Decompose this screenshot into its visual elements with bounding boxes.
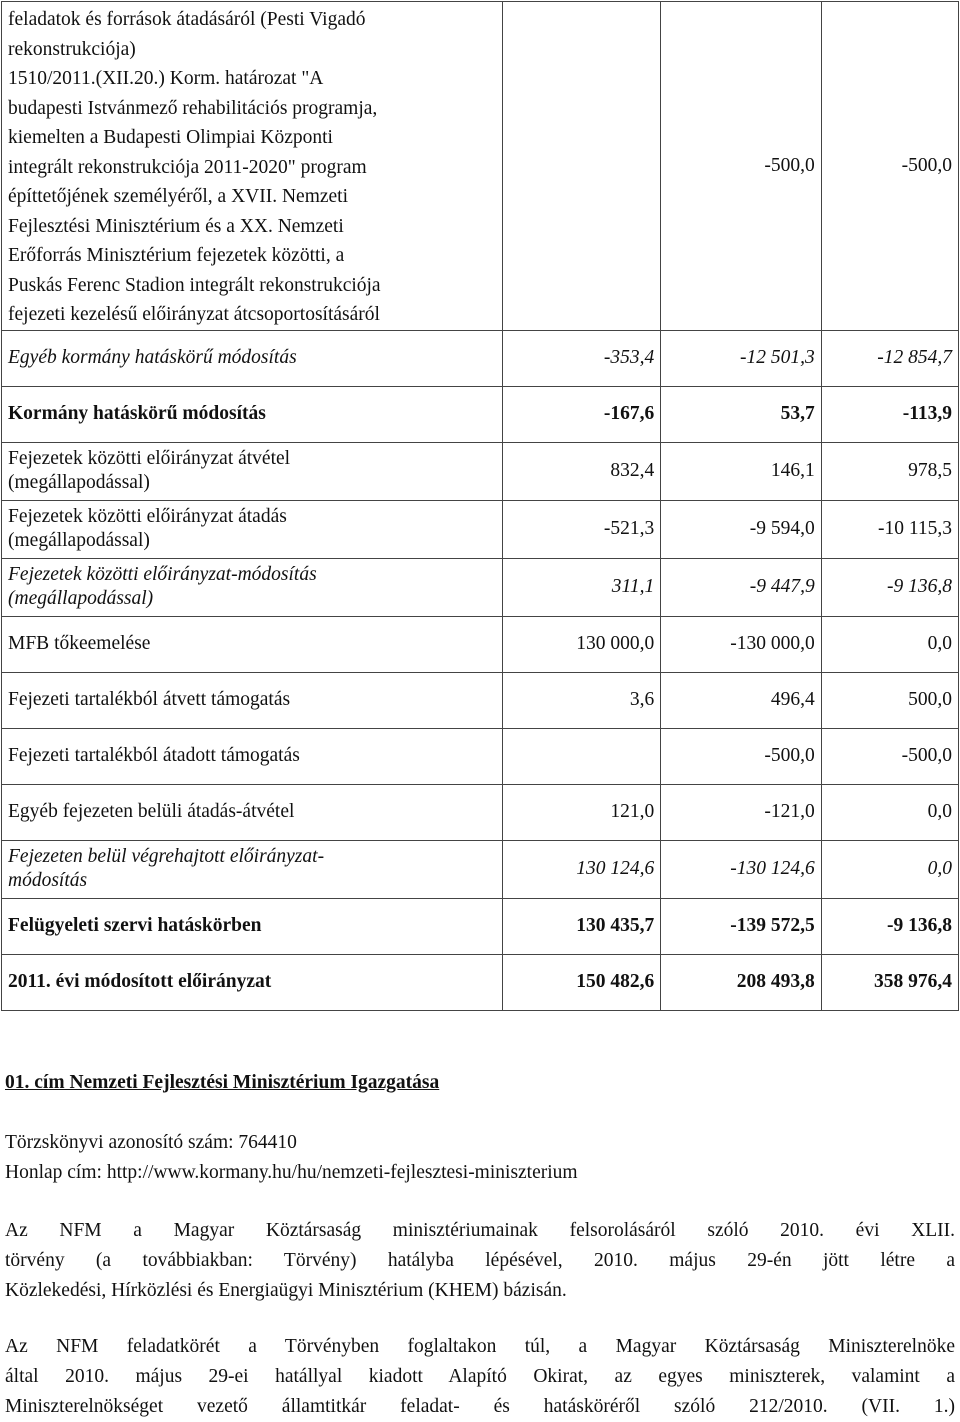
table-row (2, 330, 959, 386)
paragraph-line: törvény (a továbbiakban: Törvény) hatályba lépésével, 2010. május 29-én jött létre a (5, 1250, 955, 1271)
table-row (2, 954, 959, 1010)
row-label: Egyéb fejezeten belüli átadás-átvétel (2, 784, 503, 840)
paragraph-2 (5, 1332, 955, 1422)
value-cell (502, 2, 661, 331)
table-row (2, 672, 959, 728)
row-label (2, 2, 503, 331)
table-row (2, 784, 959, 840)
row-label: Fejezeti tartalékból átvett támogatás (2, 672, 503, 728)
label-line: Erőforrás Minisztérium fejezetek közötti, a (8, 245, 345, 266)
label-line: 1510/2011.(XII.20.) Korm. határozat "A (8, 68, 324, 89)
value-cell: 496,4 (661, 672, 822, 728)
label-line: Fejezetek közötti előirányzat átadás (8, 506, 287, 527)
row-label: Felügyeleti szervi hatáskörben (2, 898, 503, 954)
value-cell: -130 124,6 (661, 840, 822, 898)
section-title: 01. cím Nemzeti Fejlesztési Minisztérium Igazgatása (5, 1072, 440, 1093)
value-cell: -12 501,3 (661, 330, 822, 386)
table-row (2, 616, 959, 672)
label-line: integrált rekonstrukciója 2011-2020" program (8, 156, 367, 178)
table-row (2, 2, 959, 331)
value-cell: -521,3 (502, 500, 661, 558)
value-cell: 0,0 (821, 840, 958, 898)
label-line: feladatok és források átadásáról (Pesti Vigadó (8, 9, 366, 30)
value-cell: 0,0 (821, 616, 958, 672)
paragraph-line: Miniszterelnökséget vezető államtitkár feladat- és hatásköréről szóló 212/2010. (VII. 1.) (5, 1396, 955, 1417)
row-label: MFB tőkeemelése (2, 616, 503, 672)
paragraph-line: Az NFM a Magyar Köztársaság minisztériumainak felsorolásáról szóló 2010. évi XLII. (5, 1220, 955, 1241)
value-cell: -500,0 (661, 728, 822, 784)
value-cell: 3,6 (502, 672, 661, 728)
row-label: Fejezeti tartalékból átadott támogatás (2, 728, 503, 784)
value-cell: 130 000,0 (502, 616, 661, 672)
table-row (2, 386, 959, 442)
value-cell: -12 854,7 (821, 330, 958, 386)
paragraph-line: által 2010. május 29-ei hatállyal kiadott Alapító Okirat, az egyes miniszterek, valamint a (5, 1366, 955, 1387)
row-label (2, 558, 503, 616)
value-cell: 978,5 (821, 442, 958, 500)
homepage-text: Honlap cím: http://www.kormany.hu/hu/nemzeti-fejlesztesi-miniszterium (5, 1162, 578, 1183)
value-cell: 0,0 (821, 784, 958, 840)
value-cell: 53,7 (661, 386, 822, 442)
row-label: Egyéb kormány hatáskörű módosítás (2, 330, 503, 386)
value-cell: 358 976,4 (821, 954, 958, 1010)
budget-table (1, 1, 959, 1011)
value-cell: 832,4 (502, 442, 661, 500)
value-cell: -10 115,3 (821, 500, 958, 558)
label-line: Puskás Ferenc Stadion integrált rekonstrukciója (8, 274, 381, 296)
paragraph-line: Közlekedési, Hírközlési és Energiaügyi Minisztérium (KHEM) bázisán. (5, 1280, 567, 1301)
paragraph-1 (5, 1216, 955, 1306)
table-row (2, 898, 959, 954)
label-line: Fejezeten belül végrehajtott előirányzat- (8, 846, 325, 867)
label-line: fejezeti kezelésű előirányzat átcsoportosításáról (8, 304, 380, 325)
value-cell: -500,0 (821, 728, 958, 784)
label-line: Fejezetek közötti előirányzat-módosítás (8, 564, 317, 585)
value-cell (502, 728, 661, 784)
label-line: építtetőjének személyéről, a XVII. Nemzeti (8, 186, 349, 207)
row-label (2, 442, 503, 500)
value-cell: 150 482,6 (502, 954, 661, 1010)
table-row (2, 442, 959, 500)
value-cell: 500,0 (821, 672, 958, 728)
value-cell: 208 493,8 (661, 954, 822, 1010)
label-line: Fejezetek közötti előirányzat átvétel (8, 448, 291, 469)
row-label (2, 500, 503, 558)
table-row (2, 840, 959, 898)
row-label: Kormány hatáskörű módosítás (2, 386, 503, 442)
registry-number: Törzskönyvi azonosító szám: 764410 (5, 1132, 297, 1153)
value-cell: -139 572,5 (661, 898, 822, 954)
value-cell: -9 447,9 (661, 558, 822, 616)
value-cell: -9 136,8 (821, 558, 958, 616)
row-label (2, 840, 503, 898)
value-cell: -353,4 (502, 330, 661, 386)
value-cell: -121,0 (661, 784, 822, 840)
label-line: Fejlesztési Minisztérium és a XX. Nemzeti (8, 215, 344, 237)
label-line: kiemelten a Budapesti Olimpiai Központi (8, 127, 333, 148)
paragraph-line: Az NFM feladatkörét a Törvényben foglaltakon túl, a Magyar Köztársaság Miniszterelnöke (5, 1336, 955, 1357)
value-cell: 146,1 (661, 442, 822, 500)
label-line: rekonstrukciója) (8, 38, 136, 60)
value-cell: -500,0 (821, 2, 958, 331)
value-cell: 130 435,7 (502, 898, 661, 954)
label-line: módosítás (8, 870, 88, 891)
table-row (2, 500, 959, 558)
label-line: (megállapodással) (8, 530, 150, 551)
label-line: (megállapodással) (8, 588, 154, 609)
value-cell: -9 594,0 (661, 500, 822, 558)
value-cell: -500,0 (661, 2, 822, 331)
value-cell: -130 000,0 (661, 616, 822, 672)
table-row (2, 728, 959, 784)
label-line: (megállapodással) (8, 472, 150, 493)
table-row (2, 558, 959, 616)
label-line: budapesti Istvánmező rehabilitációs programja, (8, 97, 378, 119)
value-cell: -167,6 (502, 386, 661, 442)
value-cell: 311,1 (502, 558, 661, 616)
value-cell: 121,0 (502, 784, 661, 840)
row-label: 2011. évi módosított előirányzat (2, 954, 503, 1010)
value-cell: -9 136,8 (821, 898, 958, 954)
value-cell: 130 124,6 (502, 840, 661, 898)
value-cell: -113,9 (821, 386, 958, 442)
